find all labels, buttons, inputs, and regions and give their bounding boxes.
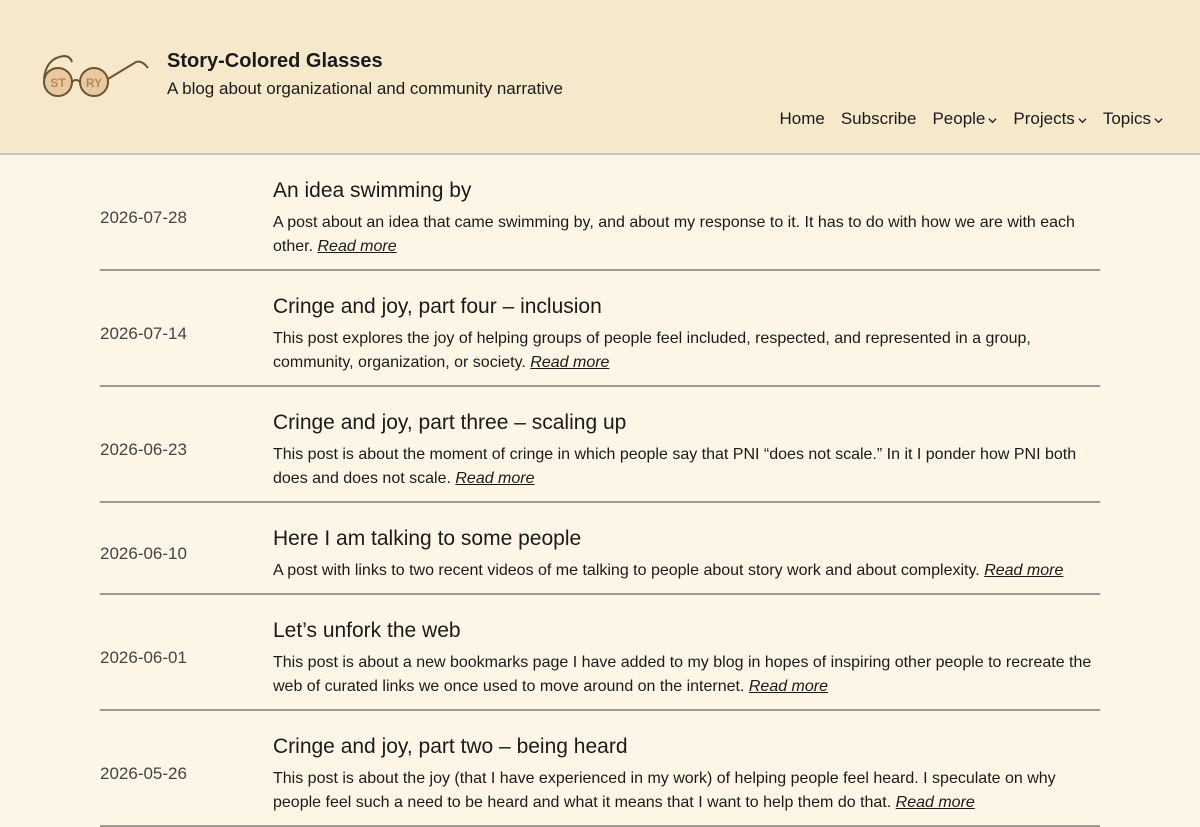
post-excerpt: This post is about a new bookmarks page I have added to my blog in hopes of inspiring other people to recreate the web of curated links we once used to move around on the internet. [273,654,1092,695]
chevron-down-icon [1078,116,1087,125]
logo-text-left: ST [50,76,66,90]
read-more-link[interactable]: Read more [317,238,397,255]
post-item [100,387,1100,503]
post-date: 2026-06-01 [100,648,187,667]
read-more-link[interactable]: Read more [984,562,1064,579]
post-date: 2026-07-14 [100,324,187,343]
read-more-link[interactable]: Read more [895,794,975,811]
post-date: 2026-05-26 [100,764,187,783]
chevron-down-icon [988,116,997,125]
nav-label: People [932,109,986,128]
read-more-link[interactable]: Read more [530,354,610,371]
post-title-link[interactable]: Let’s unfork the web [273,619,461,642]
post-item [100,503,1100,595]
post-title-link[interactable]: Cringe and joy, part three – scaling up [273,411,627,434]
post-excerpt: This post is about the joy (that I have experienced in my work) of helping people feel heard. I speculate on why people feel such a need to be heard and what it means that I want to help them do that. [273,770,1056,811]
nav-item-projects[interactable] [1013,109,1086,129]
site-tagline: A blog about organizational and community narrative [167,79,563,98]
post-title-link[interactable]: An idea swimming by [273,179,472,202]
nav-item-people[interactable] [932,109,997,129]
glasses-logo-icon[interactable] [42,52,152,102]
read-more-link[interactable]: Read more [455,470,535,487]
post-excerpt: This post is about the moment of cringe in which people say that PNI “does not scale.” In it I ponder how PNI both does and does not scale. [273,446,1077,487]
nav-label: Projects [1013,109,1075,128]
post-item [100,271,1100,387]
post-date: 2026-06-23 [100,440,187,459]
post-title-link[interactable]: Cringe and joy, part two – being heard [273,735,628,758]
nav-item-topics[interactable] [1103,109,1163,129]
site-header [0,0,1200,155]
logo-text-right: RY [85,76,103,90]
nav-item-subscribe[interactable] [841,109,917,129]
nav-item-home[interactable] [779,109,824,129]
post-excerpt: A post with links to two recent videos of me talking to people about story work and about complexity. [273,562,980,579]
nav-label: Home [779,109,825,128]
main-nav [779,109,1163,129]
post-title-link[interactable]: Here I am talking to some people [273,527,582,550]
post-list [100,155,1100,827]
chevron-down-icon [1154,116,1163,125]
post-excerpt: A post about an idea that came swimming by, and about my response to it. It has to do with how we are with each other. [273,214,1075,255]
post-item [100,595,1100,711]
post-item [100,155,1100,271]
post-title-link[interactable]: Cringe and joy, part four – inclusion [273,295,602,318]
site-title[interactable]: Story-Colored Glasses [167,50,383,72]
post-item [100,711,1100,827]
post-date: 2026-07-28 [100,208,187,227]
nav-label: Subscribe [840,109,917,128]
post-excerpt: This post explores the joy of helping groups of people feel included, respected, and represented in a group, community, organization, or society. [273,330,1031,371]
nav-label: Topics [1102,109,1151,128]
read-more-link[interactable]: Read more [748,678,829,695]
post-date: 2026-06-10 [100,544,187,563]
